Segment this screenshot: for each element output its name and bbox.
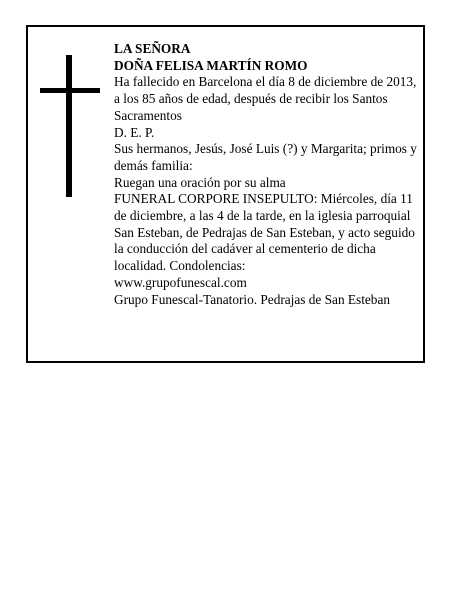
cross-vertical-bar	[66, 55, 72, 197]
title-line-1: LA SEÑORA	[114, 41, 191, 56]
deceased-name: DOÑA FELISA MARTÍN ROMO	[114, 57, 308, 73]
funeral-home-line: Grupo Funescal-Tanatorio. Pedrajas de San Esteban	[114, 291, 391, 307]
rip-line: D. E. P.	[114, 124, 155, 140]
family-line: Sus hermanos, Jesús, José Luis (?) y Margarita; primos y demás familia:	[114, 141, 417, 173]
obituary-notice	[26, 25, 425, 363]
cross-icon	[40, 55, 100, 197]
obituary-text	[114, 41, 422, 308]
prayer-request: Ruegan una oración por su alma	[114, 174, 286, 190]
death-announcement: Ha fallecido en Barcelona el día 8 de diciembre de 2013, a los 85 años de edad, después de recibir los Santos Sacramentos	[114, 74, 417, 123]
cross-horizontal-bar	[40, 88, 100, 93]
funeral-details: FUNERAL CORPORE INSEPULTO: Miércoles, día 11 de diciembre, a las 4 de la tarde, en la iglesia parroquial San Esteban, de Pedrajas de San Esteban, y acto seguido la conducción del cadáver al cementerio de dicha localidad. Condolencias:	[114, 191, 415, 274]
website-line: www.grupofunescal.com	[114, 274, 247, 290]
